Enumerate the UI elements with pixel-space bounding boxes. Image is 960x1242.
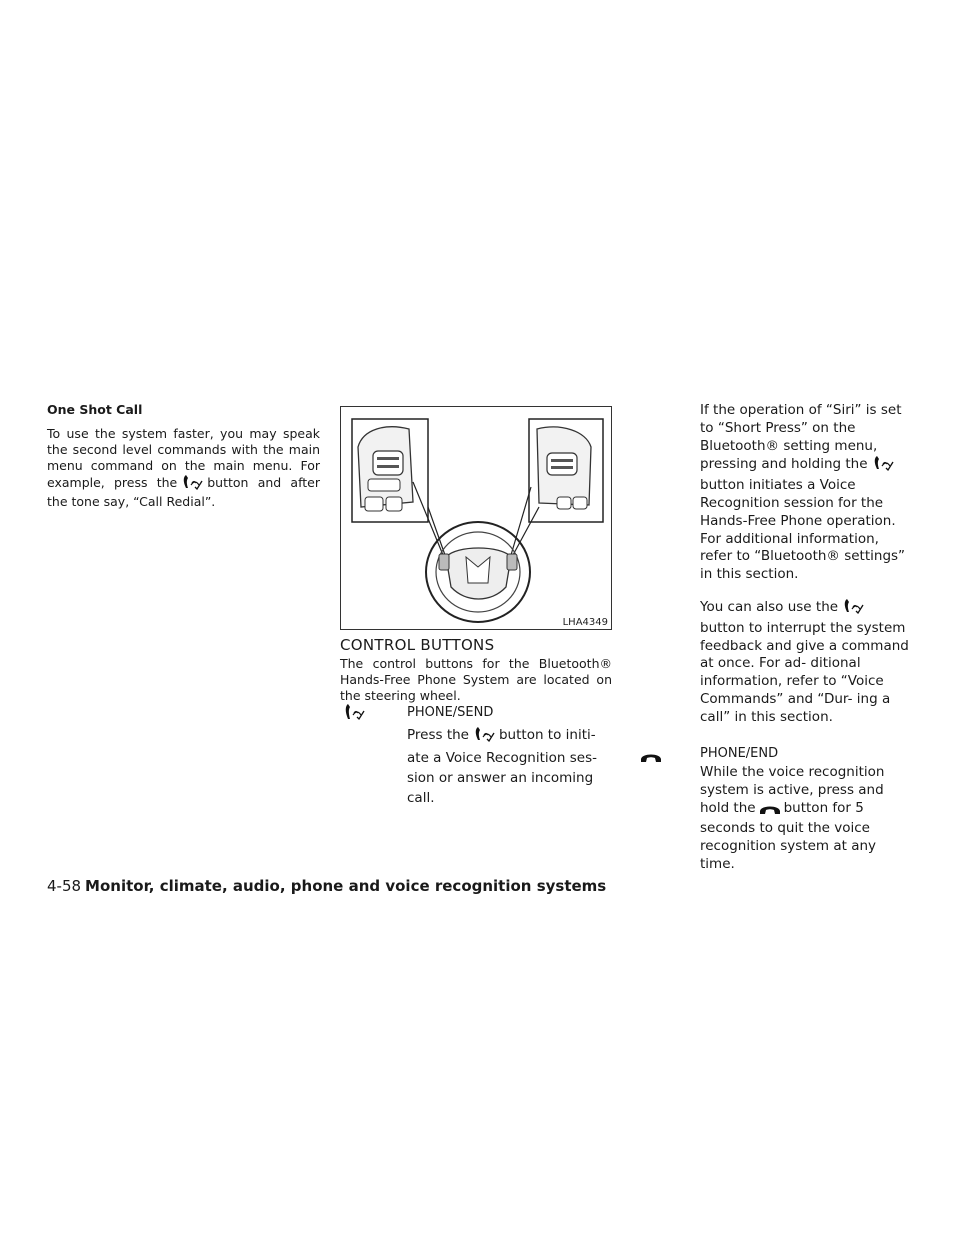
phone-send-icon — [871, 455, 895, 477]
section-title: Monitor, climate, audio, phone and voice recognition systems — [85, 877, 607, 895]
steering-wheel-figure — [340, 406, 612, 630]
page-footer — [47, 877, 606, 895]
control-buttons-heading: CONTROL BUTTONS — [340, 636, 495, 654]
one-shot-call-section — [47, 402, 320, 510]
steering-wheel-illustration — [341, 407, 611, 629]
one-shot-call-paragraph: To use the system faster, you may speak the second level commands with the main menu command on the main menu. For example, press the button and after the tone say, “Call Redial”. — [47, 426, 320, 509]
phone-end-icon — [759, 803, 781, 821]
phone-send-icon — [342, 703, 366, 725]
phone-end-icon — [640, 748, 662, 767]
phone-send-icon — [472, 726, 496, 748]
control-buttons-intro: The control buttons for the Bluetooth® Hands-Free Phone System are located on the steering wheel. — [340, 656, 612, 703]
one-shot-call-heading: One Shot Call — [47, 402, 143, 417]
phone-send-description: Press the button to initi- ate a Voice Recognition ses- sion or answer an incoming call. — [407, 727, 597, 806]
phone-send-icon — [180, 474, 204, 494]
interrupt-paragraph: You can also use thebutton to interrupt the system feedback and give a command at once. For ad- ditional information, refer to “Voice Commands” and “Dur- ing a call” in this section. — [700, 598, 909, 725]
phone-send-label: PHONE/SEND — [407, 705, 494, 720]
right-column — [700, 402, 910, 727]
phone-send-icon — [841, 598, 865, 620]
phone-end-description: While the voice recognition system is active, press and hold the button for 5 seconds to quit the voice recognition system at any time. — [700, 764, 885, 872]
phone-end-label: PHONE/END — [700, 746, 779, 761]
figure-label: LHA4349 — [562, 617, 608, 628]
page-number: 4-58 — [47, 877, 82, 895]
siri-paragraph: If the operation of “Siri” is set to “Short Press” on the Bluetooth® setting menu, pressing and holding thebutton initiates a Voice Recognition session for the Hands-Free Phone operation. For additional information, refer to “Bluetooth® settings” in this section. — [700, 402, 906, 583]
